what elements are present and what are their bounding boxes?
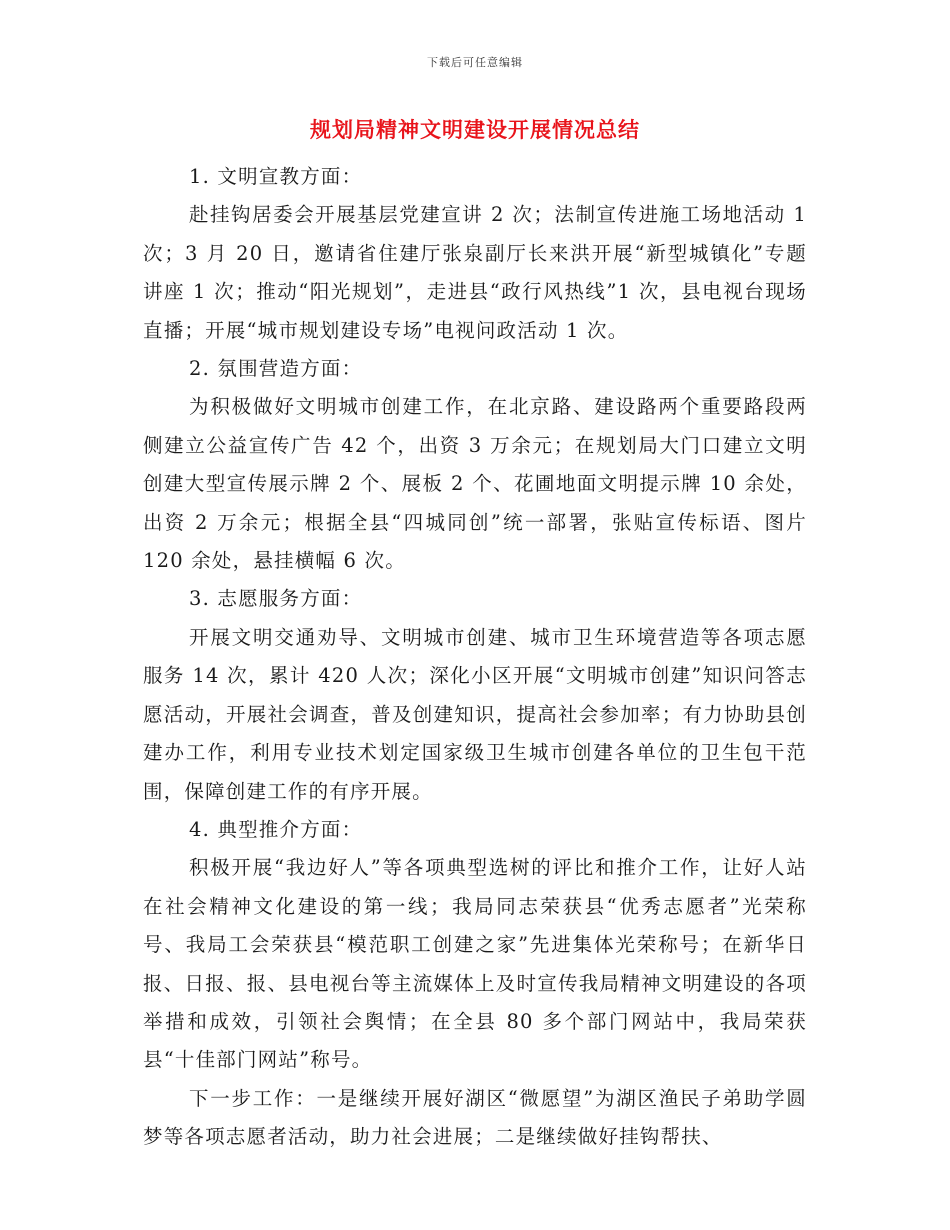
document-body <box>143 158 807 1157</box>
section-heading-2: 2. 氛围营造方面： <box>189 357 363 381</box>
section-text-2: 为积极做好文明城市创建工作，在北京路、建设路两个重要路段两侧建立公益宣传广告 42 个，出资 3 万余元；在规划局大门口建立文明创建大型宣传展示牌 2 个、展板 2 个、花圃地面文明提示牌 10 余处，出资 2 万余元；根据全县“四城同创”统一部署，张贴宣传标语、图片 120 余处，悬挂横幅 6 次。 <box>143 395 807 573</box>
next-steps-paragraph: 下一步工作：一是继续开展好湖区“微愿望”为湖区渔民子弟助学圆梦等各项志愿者活动，助力社会进展；二是继续做好挂钩帮扶、 <box>143 1086 807 1149</box>
section-text-4: 积极开展“我边好人”等各项典型选树的评比和推介工作，让好人站在社会精神文化建设的第一线；我局同志荣获县“优秀志愿者”光荣称号、我局工会荣获县“模范职工创建之家”先进集体光荣称号；在新华日报、日报、报、县电视台等主流媒体上及时宣传我局精神文明建设的各项举措和成效，引领社会舆情；在全县 80 多个部门网站中，我局荣获县“十佳部门网站”称号。 <box>143 856 807 1072</box>
section-heading-4: 4. 典型推介方面： <box>189 817 363 841</box>
section-heading-1: 1. 文明宣教方面： <box>189 165 363 188</box>
header-note: 下载后可任意编辑 <box>427 56 523 69</box>
section-text-3: 开展文明交通劝导、文明城市创建、城市卫生环境营造等各项志愿服务 14 次，累计 420 人次；深化小区开展“文明城市创建”知识问答志愿活动，开展社会调查，普及创建知识，提高社会参加率；有力协助县创建办工作，利用专业技术划定国家级卫生城市创建各单位的卫生包干范围，保障创建工作的有序开展。 <box>143 625 807 803</box>
section-text-1: 赴挂钩居委会开展基层党建宣讲 2 次；法制宣传进施工场地活动 1 次；3 月 20 日，邀请省住建厅张泉副厅长来洪开展“新型城镇化”专题讲座 1 次；推动“阳光规划”，走进县“政行风热线”1 次，县电视台现场直播；开展“城市规划建设专场”电视问政活动 1 次。 <box>143 203 807 342</box>
document-title: 规划局精神文明建设开展情况总结 <box>310 117 640 142</box>
section-heading-3: 3. 志愿服务方面： <box>189 587 363 611</box>
